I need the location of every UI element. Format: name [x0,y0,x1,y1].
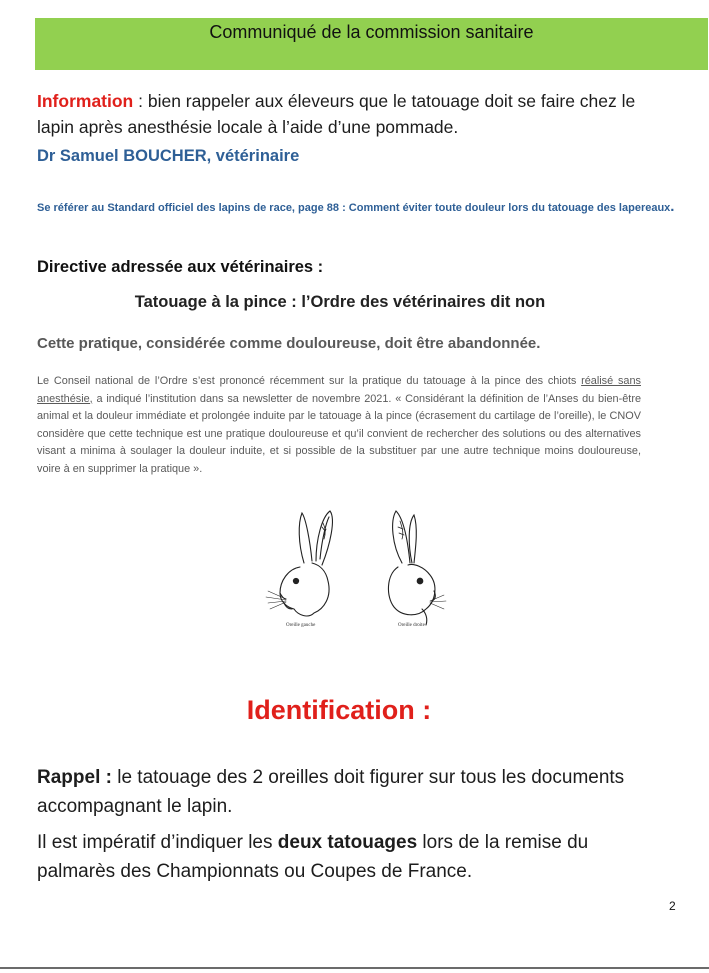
caption-left-ear: Oreille gauche [286,623,316,628]
rappel-label: Rappel : [37,767,112,788]
imperatif-paragraph [37,829,667,886]
imperatif-end: lors de la remise du palmarès des Championnats ou Coupes de France. [37,832,589,882]
identification-title: Identification : [246,695,432,725]
reference-end: . [670,198,675,215]
article-body [37,373,641,478]
page-number: 2 [669,899,676,913]
left-rabbit-head [266,511,332,616]
bottom-divider [0,967,709,969]
header-banner [35,18,708,70]
rappel-text: le tatouage des 2 oreilles doit figurer sur tous les documents accompagnant le lapin. [37,767,625,817]
article-body-start: Le Conseil national de l’Ordre s’est prononcé récemment sur la pratique du tatouage à la pince des chiots [37,375,582,387]
article-body-end: a indiqué l’institution dans sa newsletter de novembre 2021. « Considérant la définition de l’Anses du bien-être animal et la douleur immédiate et prolongée induite par le tatouage à la pince (écrasement du cartilage de l’oreille), le CNOV considère que cette technique est une pratique douloureuse et qu’il convient de rechercher des solutions ou des alternatives visant a minima à soulager la douleur induite, et si possible de la substituer par une autre technique moins douloureuse, voire à en supprimer la pratique ». [37,392,641,475]
imperatif-bold: deux tatouages [277,832,418,853]
rabbit-ear-figure [262,505,452,633]
rabbit-illustration [262,505,452,633]
information-label: Information [37,91,134,111]
reference-text: Se référer au Standard officiel des lapins de race, page 88 : Comment éviter toute douleur lors du tatouage des lapereaux [37,202,671,214]
header-title: Communiqué de la commission sanitaire [209,22,534,42]
imperatif-start: Il est impératif d’indiquer les [37,832,278,853]
information-text: : bien rappeler aux éleveurs que le tatouage doit se faire chez le lapin après anesthésie locale à l’aide d’une pommade. [37,91,636,137]
veterinarian-signature: Dr Samuel BOUCHER, vétérinaire [37,147,300,165]
information-paragraph [37,88,677,140]
caption-right-ear: Oreille droite [398,623,425,628]
article-title: Tatouage à la pince : l’Ordre des vétérinaires dit non [134,293,546,311]
right-rabbit-head [388,511,446,625]
standard-reference [37,196,677,219]
article-body-underlined: réalisé sans anesthésie, [37,375,641,405]
directive-heading: Directive adressée aux vétérinaires : [37,258,324,276]
rappel-paragraph [37,764,667,821]
article-subtitle: Cette pratique, considérée comme douloureuse, doit être abandonnée. [37,335,541,352]
